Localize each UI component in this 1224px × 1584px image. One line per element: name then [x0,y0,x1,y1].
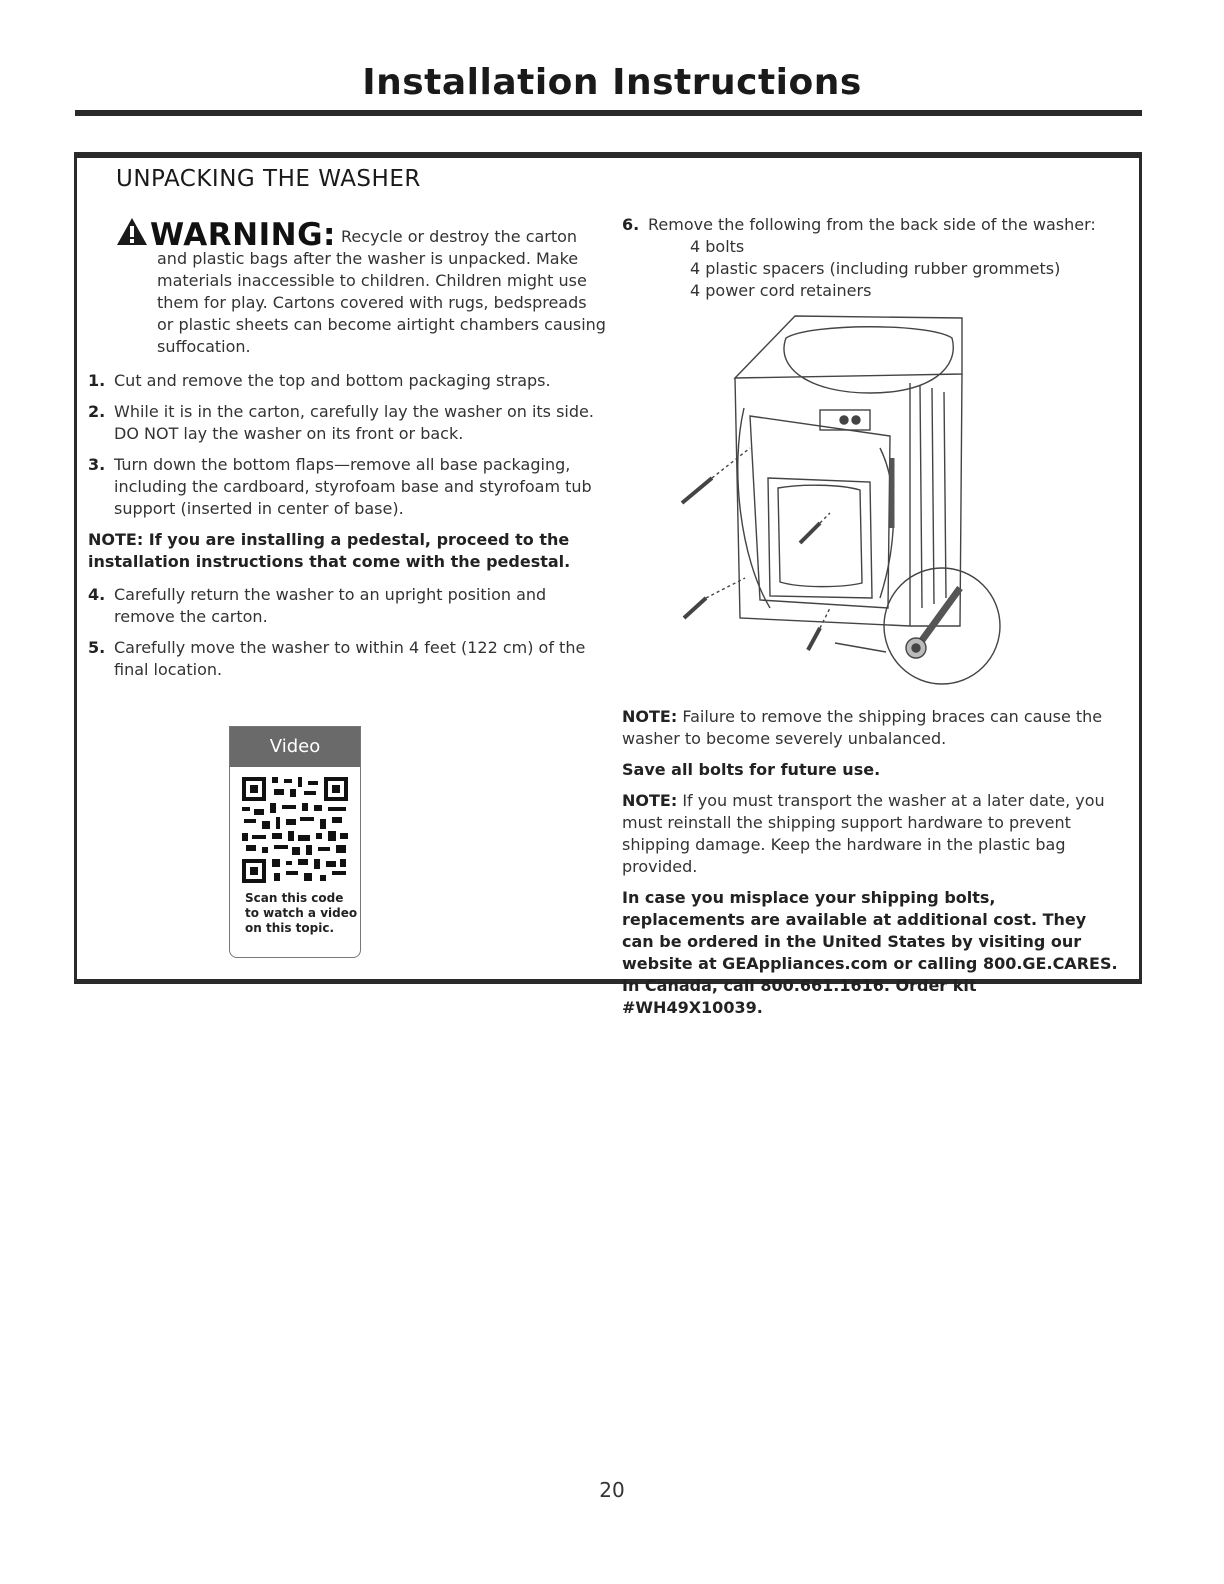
removal-list [622,236,1122,302]
video-qr-card[interactable] [229,726,361,958]
left-column [88,370,608,690]
step-3 [88,454,608,520]
step-text: Remove the following from the back side of the washer: [648,215,1096,234]
warning-lead: Recycle or destroy the carton [341,227,578,246]
note-text: If you must transport the washer at a later date, you must reinstall the shipping support hardware to prevent shipping damage. Keep the hardware in the plastic bag provided. [622,791,1105,876]
unbalanced-note [622,706,1122,750]
caption-line: Scan this code [245,891,344,905]
step-text: Carefully move the washer to within 4 feet (122 cm) of the final location. [114,638,586,679]
video-label: Video [230,727,360,767]
warning-title: WARNING: [150,217,336,253]
washer-back-shipping-bolts-illustration [660,308,1020,698]
note-text: Failure to remove the shipping braces can cause the washer to become severely unbalanced. [622,707,1103,748]
step-number: 1. [88,371,106,390]
note-label: NOTE: [622,791,678,810]
page-title: Installation Instructions [362,62,862,103]
step-2 [88,401,608,445]
section-title: UNPACKING THE WASHER [116,166,421,192]
caption-line: on this topic. [245,921,335,935]
step-text: While it is in the carton, carefully lay the washer on its side. DO NOT lay the washer on its front or back. [114,402,594,443]
right-notes [622,706,1122,1028]
step-number: 2. [88,402,106,421]
warning-body: and plastic bags after the washer is unpacked. Make materials inaccessible to children. Children might use them for play. Cartons covered with rugs, bedspreads or plastic sheets can become airtight chambers causing suffocation. [157,249,606,356]
transport-note [622,790,1122,878]
step-number: 5. [88,638,106,657]
removal-item: 4 power cord retainers [690,281,872,300]
replacement-note: In case you misplace your shipping bolts, replacements are available at additional cost. They can be ordered in the United States by visiting our website at GEAppliances.com or calling 800.GE.CARES. In Canada, call 800.661.1616. Order kit #WH49X10039. [622,888,1118,1017]
step-5 [88,637,608,681]
step-6 [622,214,1122,236]
save-bolts-note: Save all bolts for future use. [622,760,881,779]
step-number: 3. [88,455,106,474]
step-4 [88,584,608,628]
step-text: Carefully return the washer to an upright position and remove the carton. [114,585,547,626]
caption-line: to watch a video [245,906,358,920]
step-text: Cut and remove the top and bottom packaging straps. [114,371,551,390]
warning-block [116,217,606,358]
title-rule [75,110,1142,116]
video-caption [230,885,360,936]
warning-triangle-icon [116,217,148,246]
qr-code-icon[interactable] [240,775,350,885]
step-number: 6. [622,215,640,234]
note-label: NOTE: [622,707,678,726]
step-1 [88,370,608,392]
removal-item: 4 bolts [690,237,745,256]
removal-item: 4 plastic spacers (including rubber grommets) [690,259,1061,278]
step-number: 4. [88,585,106,604]
pedestal-note: NOTE: If you are installing a pedestal, proceed to the installation instructions that come with the pedestal. [88,530,571,571]
right-column [622,214,1122,302]
page-number: 20 [599,1478,625,1502]
step-text: Turn down the bottom flaps—remove all base packaging, including the cardboard, styrofoam base and styrofoam tub support (inserted in center of base). [114,455,592,518]
